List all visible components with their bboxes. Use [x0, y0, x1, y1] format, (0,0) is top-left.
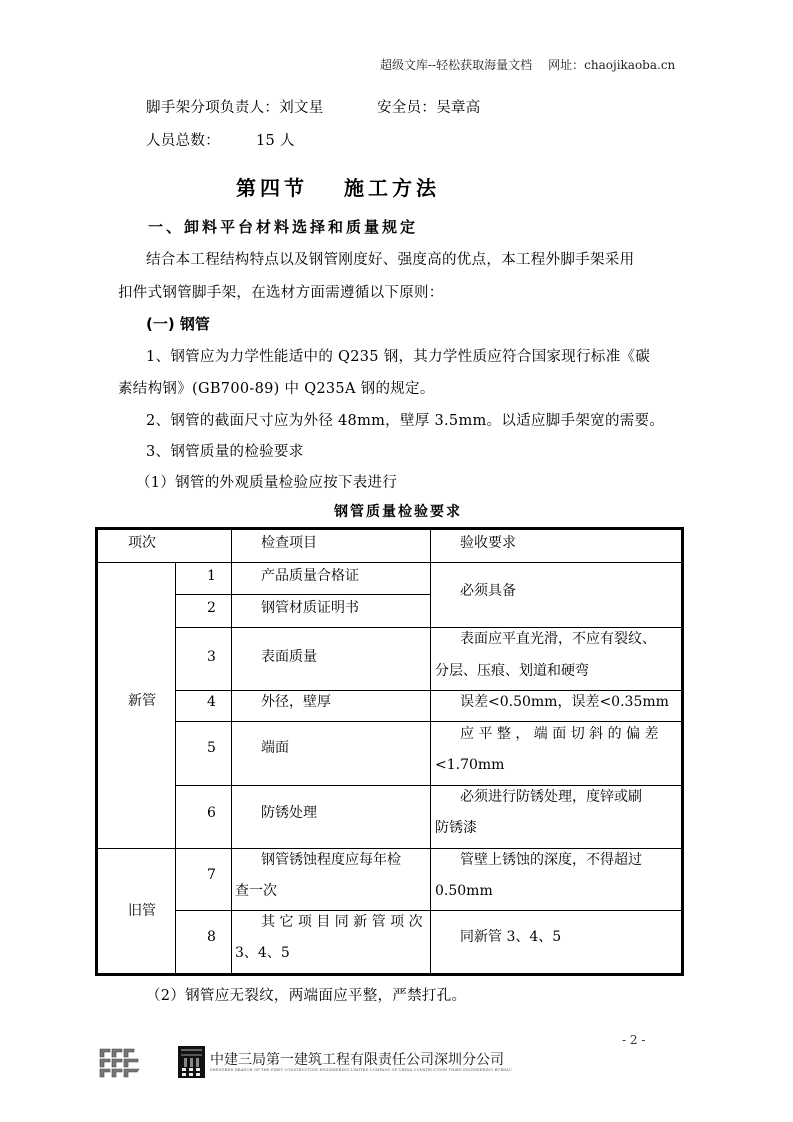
header-index: 项次 — [128, 535, 156, 551]
row-no: 7 — [207, 867, 216, 883]
staff-count-value: 15 人 — [256, 133, 295, 149]
intro-line-2: 扣件式钢管脚手架，在选材方面需遵循以下原则： — [118, 285, 444, 301]
row-no: 8 — [207, 929, 216, 945]
row-requirement-line-1: 表面应平直光滑，不应有裂纹、 — [460, 631, 656, 647]
row-no: 5 — [207, 740, 216, 756]
staff-safety: 安全员：吴章高 — [377, 100, 481, 116]
group-new-pipe: 新管 — [128, 693, 156, 709]
section-number: 第四节 — [236, 176, 308, 200]
group-old-pipe: 旧管 — [128, 903, 156, 919]
header-item: 检查项目 — [261, 535, 317, 551]
row-item-line-2: 查一次 — [235, 883, 277, 899]
row-item: 产品质量合格证 — [261, 568, 359, 584]
grid-line — [175, 910, 681, 911]
row-item: 端面 — [261, 740, 289, 756]
company-name: 中建三局第一建筑工程有限责任公司深圳分公司 — [210, 1052, 504, 1068]
row-requirement: 必须具备 — [460, 583, 516, 599]
row-no: 4 — [207, 694, 216, 710]
row-requirement-line-2: 分层、压痕、划道和硬弯 — [435, 663, 589, 679]
row-item: 钢管材质证明书 — [261, 600, 359, 616]
intro-line-1: 结合本工程结构特点以及钢管刚度好、强度高的优点，本工程外脚手架采用 — [146, 252, 635, 268]
grid-line — [175, 562, 176, 976]
site-name: 超级文库--轻松获取海量文档 — [380, 58, 533, 72]
row-item-line-1: 钢管锈蚀程度应每年检 — [261, 852, 401, 868]
table-caption: 钢管质量检验要求 — [334, 504, 462, 520]
row-no: 6 — [207, 805, 216, 821]
row-no: 3 — [207, 649, 216, 665]
site-url[interactable]: chaojikaoba.cn — [584, 58, 676, 72]
row-item: 表面质量 — [261, 649, 317, 665]
item-3: 3、钢管质量的检验要求 — [146, 444, 304, 460]
item-2: 2、钢管的截面尺寸应为外径 48mm，壁厚 3.5mm。以适应脚手架宽的需要。 — [146, 413, 665, 429]
row-requirement-line-2: 0.50mm — [435, 883, 493, 899]
row-requirement-line-1: 必须进行防锈处理，度锌或刷 — [460, 789, 642, 805]
url-label: 网址： — [548, 58, 585, 72]
inspection-table — [95, 527, 684, 976]
row-item-line-2: 3、4、5 — [235, 945, 290, 961]
row-no: 2 — [207, 600, 216, 616]
subsection-heading: 一、卸料平台材料选择和质量规定 — [148, 218, 419, 236]
item-1-line-2: 素结构钢》(GB700-89) 中 Q235A 钢的规定。 — [118, 381, 435, 397]
item-3-2: （2）钢管应无裂纹，两端面应平整，严禁打孔。 — [146, 988, 467, 1004]
item-1-line-1: 1、钢管应为力学性能适中的 Q235 钢，其力学性质应符合国家现行标准《碳 — [146, 349, 651, 365]
row-item-line-1: 其 它 项 目 同 新 管 项 次 — [261, 914, 423, 930]
steel-pipe-heading: (一) 钢管 — [146, 315, 210, 333]
staff-count-label: 人员总数： — [146, 133, 220, 149]
grid-line — [98, 562, 681, 563]
row-requirement: 同新管 3、4、5 — [460, 929, 562, 945]
row-item: 外径，壁厚 — [261, 694, 331, 710]
section-title: 施工方法 — [344, 176, 440, 200]
row-requirement-line-1: 管壁上锈蚀的深度，不得超过 — [460, 852, 642, 868]
row-requirement-line-1: 应 平 整 ， 端 面 切 斜 的 偏 差 — [460, 726, 659, 742]
company-emblem-icon — [178, 1046, 205, 1078]
company-english-name: SHENZHEN BRANCH OF THE FIRST CONSTRUCTION ENGINEERING LIMITED COMPANY OF CHINA CONSTRUCTION THIRD ENGINEERING BUREAU — [210, 1068, 512, 1072]
item-3-1: （1）钢管的外观质量检验应按下表进行 — [136, 475, 398, 491]
row-requirement-line-2: 防锈漆 — [435, 820, 477, 836]
page-number: - 2 - — [622, 1033, 646, 1047]
row-requirement-line-2: <1.70mm — [435, 757, 505, 773]
header-requirement: 验收要求 — [460, 535, 516, 551]
row-item: 防锈处理 — [261, 805, 317, 821]
row-no: 1 — [207, 568, 216, 584]
row-requirement: 误差<0.50mm，误差<0.35mm — [460, 694, 669, 710]
page-header — [380, 56, 675, 73]
company-logo-icon — [98, 1047, 140, 1079]
staff-leader: 脚手架分项负责人：刘文星 — [146, 100, 324, 116]
